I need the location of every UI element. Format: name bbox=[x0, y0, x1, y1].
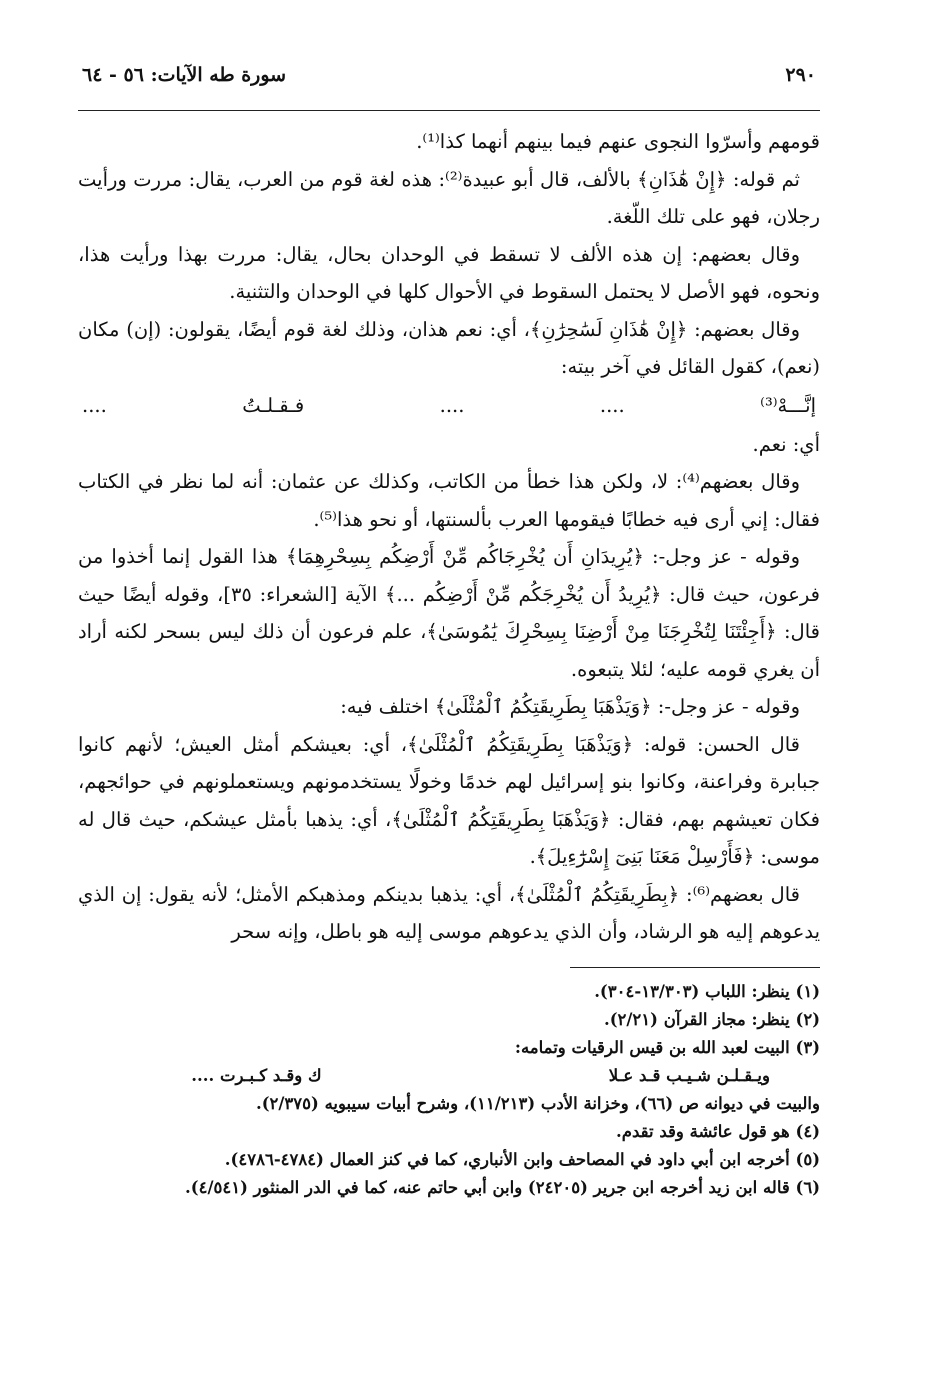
paragraph: قال بعضهم⁽⁶⁾: ﴿بِطَرِيقَتِكُمُ ٱلْمُثْلَىٰ﴾، أي: يذهبا بدينكم ومذهبكم الأمثل؛ لأنه يقول: إن الذي يدعوهم إليه هو الرشاد، وأن الذي يدعوهم موسى إليه هو باطل، وإنه سحر bbox=[78, 882, 820, 943]
footnote-continuation: والبيت في ديوانه ص (٦٦)، وخزانة الأدب (١١/٢١٣)، وشرح أبيات سيبويه (٢/٣٧٥). bbox=[255, 1093, 820, 1113]
page-number: ٢٩٠ bbox=[785, 64, 816, 86]
page-header bbox=[78, 64, 820, 111]
paragraph: قومهم وأسرّوا النجوى عنهم فيما بينهم أنهما كذا⁽¹⁾. bbox=[416, 130, 820, 153]
footnote: (٥) أخرجه ابن أبي داود في المصاحف وابن الأنباري، كما في كنز العمال (٤٧٨٤-٤٧٨٦). bbox=[224, 1149, 820, 1169]
book-page bbox=[78, 64, 820, 1202]
paragraph: وقال بعضهم⁽⁴⁾: لا، ولكن هذا خطأ من الكاتب، وكذلك عن عثمان: أنه لما نظر في الكتاب فقال: إني أرى فيه خطابًا فيقومها العرب بألسنتها، أو نحو هذا⁽⁵⁾. bbox=[78, 470, 820, 531]
paragraph: وقوله - عز وجل-: ﴿وَيَذْهَبَا بِطَرِيقَتِكُمُ ٱلْمُثْلَىٰ﴾ اختلف فيه: bbox=[340, 695, 800, 718]
paragraph: وقوله - عز وجل-: ﴿يُرِيدَانِ أَن يُخْرِجَاكُم مِّنْ أَرْضِكُم بِسِحْرِهِمَا﴾ هذا القول إنما أخذوا من فرعون، حيث قال: ﴿يُرِيدُ أَن يُخْرِجَكُم مِّنْ أَرْضِكُم ...﴾ الآية [الشعراء: ٣٥]، وقوله أيضًا حيث قال: ﴿أَجِئْتَنَا لِتُخْرِجَنَا مِنْ أَرْضِنَا بِسِحْرِكَ يَٰمُوسَىٰ﴾، علم فرعون أن ذلك ليس بسحر لكنه أراد أن يغري قومه عليه؛ لئلا يتبعوه. bbox=[78, 545, 820, 681]
paragraph: وقال بعضهم: ﴿إِنْ هَٰذَانِ لَسَٰحِرَٰنِ﴾، أي: نعم هذان، وذلك لغة قوم أيضًا، يقولون: (إن) مكان (نعم)، كقول القائل في آخر بيته: bbox=[78, 317, 820, 378]
footnote: (٦) قاله ابن زيد أخرجه ابن جرير (٢٤٢٠٥) وابن أبي حاتم عنه، كما في الدر المنثور (٤/٥٤١). bbox=[185, 1177, 820, 1197]
footnote-separator bbox=[570, 967, 820, 968]
verse-part: فـقـلـتُ bbox=[242, 393, 305, 417]
verse-part: .... bbox=[599, 393, 625, 417]
verse-part: .... bbox=[82, 393, 107, 417]
running-title: سورة طه الآيات: ٥٦ - ٦٤ bbox=[82, 64, 287, 86]
verse-part: إنَّـــهْ⁽³⁾ bbox=[760, 393, 816, 417]
footnote: (٣) البيت لعبد الله بن قيس الرقيات وتمامه: bbox=[514, 1037, 820, 1057]
paragraph: وقال بعضهم: إن هذه الألف لا تسقط في الوحدان بحال، يقال: مررت بهذا ورأيت هذا، ونحوه، فهو الأصل لا يحتمل السقوط في الأحوال كلها في الوحدان والتثنية. bbox=[78, 242, 820, 303]
footnote: (٢) ينظر: مجاز القرآن (٢/٢١). bbox=[603, 1009, 820, 1029]
main-text bbox=[78, 123, 820, 951]
poetry-verse bbox=[78, 386, 820, 426]
paragraph: ثم قوله: ﴿إِنْ هَٰذَانِ﴾ بالألف، قال أبو عبيدة⁽²⁾: هذه لغة قوم من العرب، يقال: مررت ورأيت رجلان، فهو على تلك اللّغة. bbox=[78, 167, 820, 228]
footnote-verse bbox=[191, 1062, 770, 1090]
footnote: (١) ينظر: اللباب (١٣/٣٠٣-٣٠٤). bbox=[594, 981, 820, 1001]
verse-part: ك وقـد كـبـرت .... bbox=[191, 1065, 322, 1085]
paragraph: أي: نعم. bbox=[752, 432, 820, 456]
footnotes bbox=[78, 978, 820, 1202]
verse-part: .... bbox=[439, 393, 465, 417]
footnote: (٤) هو قول عائشة وقد تقدم. bbox=[616, 1121, 820, 1141]
paragraph: قال الحسن: قوله: ﴿وَيَذْهَبَا بِطَرِيقَتِكُمُ ٱلْمُثْلَىٰ﴾، أي: بعيشكم أمثل العيش؛ لأنهم كانوا جبابرة وفراعنة، وكانوا بنو إسرائيل لهم خدمًا وخولًا يستخدمونهم ويستعملونهم في حوائجهم، فكان تعيشهم بهم، فقال: ﴿وَيَذْهَبَا بِطَرِيقَتِكُمُ ٱلْمُثْلَىٰ﴾، أي: يذهبا بأمثل عيشكم، حيث قال له موسى: ﴿فَأَرْسِلْ مَعَنَا بَنِىٓ إِسْرَٰٓءِيلَ﴾. bbox=[78, 732, 820, 868]
verse-part: ويـقـلـن شـيـب قـد عـلا bbox=[608, 1065, 770, 1085]
